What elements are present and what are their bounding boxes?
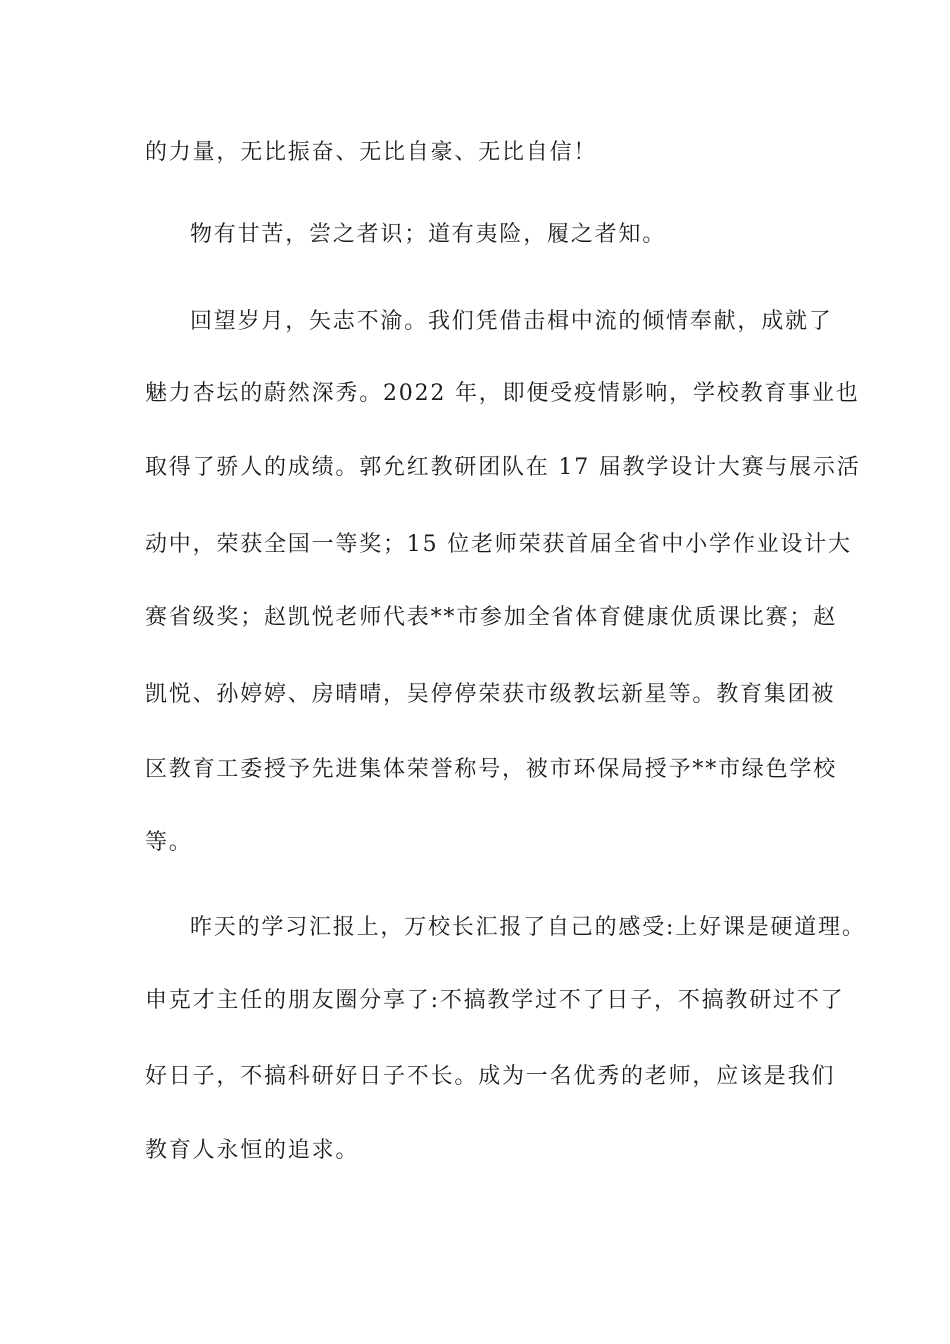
paragraph-line: 昨天的学习汇报上，万校长汇报了自己的感受:上好课是硬道理。: [190, 915, 866, 940]
text-line: 教育人永恒的追求。: [145, 1138, 360, 1163]
text-line: 好日子，不搞科研好日子不长。成为一名优秀的老师，应该是我们: [145, 1064, 836, 1089]
text-line: 动中，荣获全国一等奖；15 位老师荣获首届全省中小学作业设计大: [145, 532, 852, 557]
paragraph-line: 回望岁月，矢志不渝。我们凭借击楫中流的倾情奉献，成就了: [190, 309, 833, 334]
text-line: 区教育工委授予先进集体荣誉称号，被市环保局授予**市绿色学校: [145, 757, 838, 782]
text-line: 的力量，无比振奋、无比自豪、无比自信！: [145, 140, 598, 165]
text-line: 等。: [145, 830, 193, 855]
paragraph-line: 物有甘苦，尝之者识；道有夷险，履之者知。: [190, 222, 667, 247]
text-line: 赛省级奖；赵凯悦老师代表**市参加全省体育健康优质课比赛；赵: [145, 605, 838, 630]
text-line: 魅力杏坛的蔚然深秀。2022 年，即便受疫情影响，学校教育事业也: [145, 381, 860, 406]
text-line: 申克才主任的朋友圈分享了:不搞教学过不了日子，不搞教研过不了: [145, 988, 845, 1013]
text-line: 取得了骄人的成绩。郭允红教研团队在 17 届教学设计大赛与展示活: [145, 455, 861, 480]
text-line: 凯悦、孙婷婷、房晴晴，吴停停荣获市级教坛新星等。教育集团被: [145, 682, 836, 707]
